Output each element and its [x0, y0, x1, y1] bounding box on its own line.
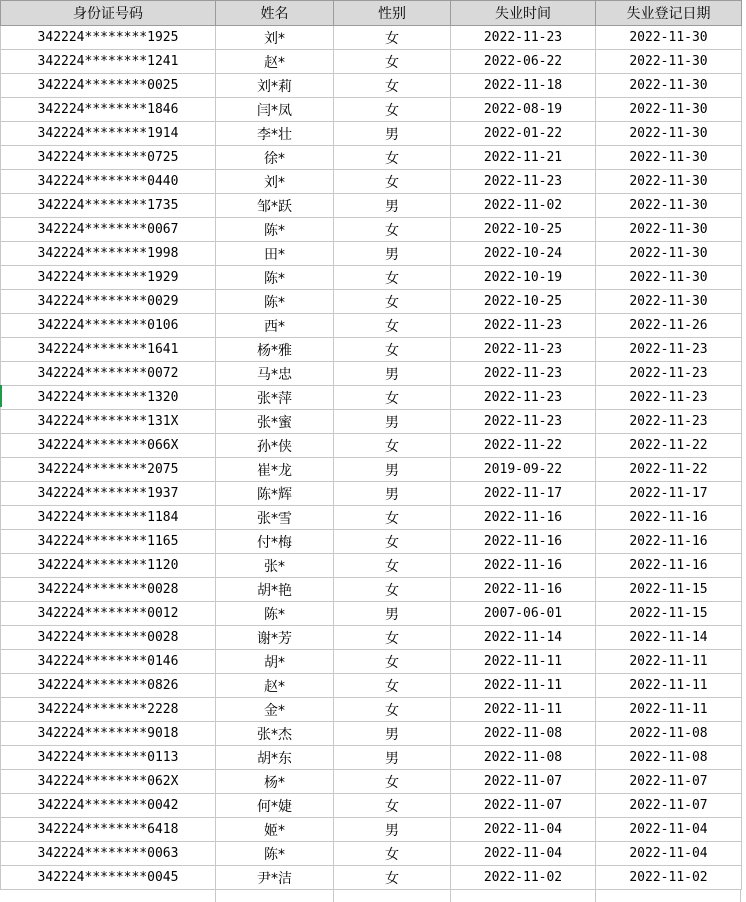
cell-gender[interactable]: 男	[334, 818, 451, 842]
cell-name[interactable]: 赵*	[216, 674, 334, 698]
cell-unemployment-date[interactable]: 2022-11-21	[451, 146, 596, 170]
cell-gender[interactable]: 女	[334, 98, 451, 122]
cell-name[interactable]: 杨*雅	[216, 338, 334, 362]
table-row	[1, 626, 742, 650]
cell-gender[interactable]: 女	[334, 266, 451, 290]
cell-gender[interactable]: 女	[334, 74, 451, 98]
table-row	[1, 674, 742, 698]
cell-gender[interactable]: 男	[334, 482, 451, 506]
table-row	[1, 530, 742, 554]
cell-gender[interactable]: 女	[334, 770, 451, 794]
cell-registration-date[interactable]: 2022-11-11	[596, 650, 742, 674]
cell-id-number[interactable]: 342224********1184	[1, 506, 216, 530]
cell-unemployment-date[interactable]: 2022-11-22	[451, 434, 596, 458]
cell-name[interactable]: 胡*艳	[216, 578, 334, 602]
table-body	[1, 26, 742, 890]
cell-id-number[interactable]: 342224********0025	[1, 74, 216, 98]
header-row	[1, 1, 742, 26]
cell-id-number[interactable]: 342224********1735	[1, 194, 216, 218]
cell-gender[interactable]: 男	[334, 746, 451, 770]
cell-id-number[interactable]: 342224********0113	[1, 746, 216, 770]
cell-unemployment-date[interactable]: 2022-11-02	[451, 866, 596, 890]
cell-unemployment-date[interactable]: 2022-11-23	[451, 170, 596, 194]
cell-id-number[interactable]: 342224********1929	[1, 266, 216, 290]
cell-name[interactable]: 张*	[216, 554, 334, 578]
cell-name[interactable]: 金*	[216, 698, 334, 722]
gridline	[215, 890, 216, 902]
cell-registration-date[interactable]: 2022-11-23	[596, 410, 742, 434]
table-row	[1, 578, 742, 602]
cell-registration-date[interactable]: 2022-11-15	[596, 602, 742, 626]
cell-id-number[interactable]: 342224********0042	[1, 794, 216, 818]
cell-gender[interactable]: 男	[334, 194, 451, 218]
cell-id-number[interactable]: 342224********0063	[1, 842, 216, 866]
cell-unemployment-date[interactable]: 2022-11-16	[451, 506, 596, 530]
cell-name[interactable]: 闫*凤	[216, 98, 334, 122]
cell-unemployment-date[interactable]: 2022-11-23	[451, 362, 596, 386]
cell-id-number[interactable]: 342224********0028	[1, 578, 216, 602]
table-row	[1, 554, 742, 578]
gridline	[740, 890, 741, 902]
cell-registration-date[interactable]: 2022-11-16	[596, 554, 742, 578]
cell-unemployment-date[interactable]: 2022-10-25	[451, 290, 596, 314]
cell-name[interactable]: 胡*东	[216, 746, 334, 770]
cell-registration-date[interactable]: 2022-11-30	[596, 218, 742, 242]
cell-unemployment-date[interactable]: 2022-11-17	[451, 482, 596, 506]
cell-registration-date[interactable]: 2022-11-22	[596, 434, 742, 458]
cell-unemployment-date[interactable]: 2022-11-23	[451, 26, 596, 50]
cell-name[interactable]: 何*婕	[216, 794, 334, 818]
cell-name[interactable]: 马*忠	[216, 362, 334, 386]
cell-registration-date[interactable]: 2022-11-30	[596, 194, 742, 218]
cell-registration-date[interactable]: 2022-11-30	[596, 290, 742, 314]
table-row	[1, 434, 742, 458]
cell-registration-date[interactable]: 2022-11-30	[596, 50, 742, 74]
cell-gender[interactable]: 女	[334, 338, 451, 362]
table-row	[1, 146, 742, 170]
cell-unemployment-date[interactable]: 2022-11-16	[451, 578, 596, 602]
cell-id-number[interactable]: 342224********0106	[1, 314, 216, 338]
cell-name[interactable]: 张*蜜	[216, 410, 334, 434]
table-row	[1, 866, 742, 890]
cell-name[interactable]: 尹*洁	[216, 866, 334, 890]
table-row	[1, 410, 742, 434]
active-cell-marker	[0, 385, 2, 407]
cell-name[interactable]: 张*雪	[216, 506, 334, 530]
cell-gender[interactable]: 女	[334, 794, 451, 818]
cell-name[interactable]: 刘*	[216, 26, 334, 50]
cell-id-number[interactable]: 342224********062X	[1, 770, 216, 794]
cell-id-number[interactable]: 342224********1914	[1, 122, 216, 146]
cell-id-number[interactable]: 342224********0067	[1, 218, 216, 242]
table-row	[1, 26, 742, 50]
cell-id-number[interactable]: 342224********0440	[1, 170, 216, 194]
table-row	[1, 218, 742, 242]
cell-id-number[interactable]: 342224********0012	[1, 602, 216, 626]
cell-name[interactable]: 陈*	[216, 266, 334, 290]
cell-name[interactable]: 陈*辉	[216, 482, 334, 506]
cell-registration-date[interactable]: 2022-11-16	[596, 530, 742, 554]
cell-name[interactable]: 付*梅	[216, 530, 334, 554]
cell-gender[interactable]: 男	[334, 602, 451, 626]
cell-unemployment-date[interactable]: 2022-11-04	[451, 818, 596, 842]
cell-name[interactable]: 陈*	[216, 842, 334, 866]
cell-name[interactable]: 崔*龙	[216, 458, 334, 482]
cell-registration-date[interactable]: 2022-11-30	[596, 146, 742, 170]
table-row	[1, 290, 742, 314]
cell-unemployment-date[interactable]: 2022-11-23	[451, 410, 596, 434]
cell-unemployment-date[interactable]: 2022-11-11	[451, 650, 596, 674]
table-row	[1, 170, 742, 194]
cell-registration-date[interactable]: 2022-11-30	[596, 98, 742, 122]
cell-unemployment-date[interactable]: 2022-11-04	[451, 842, 596, 866]
header-id-number[interactable]: 身份证号码	[1, 1, 216, 26]
cell-id-number[interactable]: 342224********1846	[1, 98, 216, 122]
cell-registration-date[interactable]: 2022-11-11	[596, 698, 742, 722]
cell-unemployment-date[interactable]: 2022-10-25	[451, 218, 596, 242]
cell-unemployment-date[interactable]: 2022-11-07	[451, 770, 596, 794]
table-row	[1, 338, 742, 362]
cell-gender[interactable]: 女	[334, 170, 451, 194]
cell-unemployment-date[interactable]: 2022-10-19	[451, 266, 596, 290]
table-row	[1, 842, 742, 866]
cell-name[interactable]: 姬*	[216, 818, 334, 842]
cell-id-number[interactable]: 342224********1998	[1, 242, 216, 266]
table-row	[1, 482, 742, 506]
gridline	[595, 890, 596, 902]
cell-unemployment-date[interactable]: 2022-01-22	[451, 122, 596, 146]
cell-id-number[interactable]: 342224********1320	[1, 386, 216, 410]
cell-gender[interactable]: 女	[334, 50, 451, 74]
cell-unemployment-date[interactable]: 2022-11-23	[451, 386, 596, 410]
cell-id-number[interactable]: 342224********066X	[1, 434, 216, 458]
cell-id-number[interactable]: 342224********0028	[1, 626, 216, 650]
table-row	[1, 194, 742, 218]
table-row	[1, 602, 742, 626]
cell-registration-date[interactable]: 2022-11-15	[596, 578, 742, 602]
cell-id-number[interactable]: 342224********2228	[1, 698, 216, 722]
cell-id-number[interactable]: 342224********9018	[1, 722, 216, 746]
cell-registration-date[interactable]: 2022-11-17	[596, 482, 742, 506]
table-row	[1, 98, 742, 122]
cell-registration-date[interactable]: 2022-11-30	[596, 26, 742, 50]
cell-registration-date[interactable]: 2022-11-08	[596, 746, 742, 770]
table-row	[1, 242, 742, 266]
cell-name[interactable]: 胡*	[216, 650, 334, 674]
cell-gender[interactable]: 女	[334, 578, 451, 602]
cell-id-number[interactable]: 342224********0725	[1, 146, 216, 170]
table-row	[1, 770, 742, 794]
cell-id-number[interactable]: 342224********1641	[1, 338, 216, 362]
cell-unemployment-date[interactable]: 2022-11-07	[451, 794, 596, 818]
cell-name[interactable]: 谢*芳	[216, 626, 334, 650]
cell-id-number[interactable]: 342224********1165	[1, 530, 216, 554]
cell-gender[interactable]: 女	[334, 386, 451, 410]
cell-name[interactable]: 杨*	[216, 770, 334, 794]
cell-name[interactable]: 陈*	[216, 602, 334, 626]
cell-registration-date[interactable]: 2022-11-22	[596, 458, 742, 482]
cell-unemployment-date[interactable]: 2019-09-22	[451, 458, 596, 482]
table-row	[1, 722, 742, 746]
table-row	[1, 314, 742, 338]
cell-registration-date[interactable]: 2022-11-23	[596, 338, 742, 362]
header-registration-date[interactable]: 失业登记日期	[596, 1, 742, 26]
cell-registration-date[interactable]: 2022-11-23	[596, 386, 742, 410]
empty-row-gridlines	[0, 889, 741, 902]
cell-name[interactable]: 邹*跃	[216, 194, 334, 218]
table-row	[1, 650, 742, 674]
cell-registration-date[interactable]: 2022-11-02	[596, 866, 742, 890]
cell-name[interactable]: 西*	[216, 314, 334, 338]
cell-gender[interactable]: 女	[334, 554, 451, 578]
cell-id-number[interactable]: 342224********0826	[1, 674, 216, 698]
cell-registration-date[interactable]: 2022-11-30	[596, 170, 742, 194]
cell-registration-date[interactable]: 2022-11-11	[596, 674, 742, 698]
cell-gender[interactable]: 男	[334, 410, 451, 434]
table-row	[1, 50, 742, 74]
cell-name[interactable]: 陈*	[216, 290, 334, 314]
table-row	[1, 386, 742, 410]
cell-registration-date[interactable]: 2022-11-30	[596, 74, 742, 98]
table-row	[1, 794, 742, 818]
gridline	[450, 890, 451, 902]
cell-id-number[interactable]: 342224********2075	[1, 458, 216, 482]
cell-registration-date[interactable]: 2022-11-14	[596, 626, 742, 650]
cell-unemployment-date[interactable]: 2022-11-08	[451, 722, 596, 746]
cell-registration-date[interactable]: 2022-11-30	[596, 122, 742, 146]
cell-registration-date[interactable]: 2022-11-26	[596, 314, 742, 338]
cell-gender[interactable]: 女	[334, 146, 451, 170]
cell-unemployment-date[interactable]: 2022-11-11	[451, 698, 596, 722]
header-unemployment-date[interactable]: 失业时间	[451, 1, 596, 26]
cell-id-number[interactable]: 342224********1937	[1, 482, 216, 506]
cell-name[interactable]: 孙*侠	[216, 434, 334, 458]
cell-unemployment-date[interactable]: 2022-10-24	[451, 242, 596, 266]
cell-unemployment-date[interactable]: 2022-11-16	[451, 530, 596, 554]
table-row	[1, 122, 742, 146]
cell-gender[interactable]: 女	[334, 674, 451, 698]
header-name[interactable]: 姓名	[216, 1, 334, 26]
cell-gender[interactable]: 男	[334, 242, 451, 266]
cell-gender[interactable]: 女	[334, 842, 451, 866]
cell-name[interactable]: 张*杰	[216, 722, 334, 746]
cell-gender[interactable]: 男	[334, 722, 451, 746]
cell-gender[interactable]: 女	[334, 866, 451, 890]
table-row	[1, 746, 742, 770]
cell-id-number[interactable]: 342224********1241	[1, 50, 216, 74]
cell-gender[interactable]: 男	[334, 458, 451, 482]
cell-registration-date[interactable]: 2022-11-30	[596, 242, 742, 266]
table-row	[1, 698, 742, 722]
cell-gender[interactable]: 女	[334, 26, 451, 50]
cell-name[interactable]: 赵*	[216, 50, 334, 74]
table-row	[1, 266, 742, 290]
cell-name[interactable]: 刘*莉	[216, 74, 334, 98]
cell-gender[interactable]: 女	[334, 290, 451, 314]
cell-unemployment-date[interactable]: 2022-08-19	[451, 98, 596, 122]
cell-unemployment-date[interactable]: 2022-11-02	[451, 194, 596, 218]
cell-gender[interactable]: 女	[334, 506, 451, 530]
cell-gender[interactable]: 男	[334, 362, 451, 386]
cell-id-number[interactable]: 342224********1925	[1, 26, 216, 50]
table-row	[1, 362, 742, 386]
cell-id-number[interactable]: 342224********131X	[1, 410, 216, 434]
table-row	[1, 818, 742, 842]
table-row	[1, 458, 742, 482]
cell-registration-date[interactable]: 2022-11-08	[596, 722, 742, 746]
cell-unemployment-date[interactable]: 2022-11-23	[451, 314, 596, 338]
cell-unemployment-date[interactable]: 2022-11-16	[451, 554, 596, 578]
cell-unemployment-date[interactable]: 2022-06-22	[451, 50, 596, 74]
cell-name[interactable]: 徐*	[216, 146, 334, 170]
cell-id-number[interactable]: 342224********0045	[1, 866, 216, 890]
cell-unemployment-date[interactable]: 2022-11-14	[451, 626, 596, 650]
cell-registration-date[interactable]: 2022-11-07	[596, 770, 742, 794]
cell-name[interactable]: 刘*	[216, 170, 334, 194]
cell-unemployment-date[interactable]: 2022-11-18	[451, 74, 596, 98]
cell-unemployment-date[interactable]: 2007-06-01	[451, 602, 596, 626]
cell-gender[interactable]: 女	[334, 434, 451, 458]
cell-gender[interactable]: 男	[334, 122, 451, 146]
cell-unemployment-date[interactable]: 2022-11-08	[451, 746, 596, 770]
cell-unemployment-date[interactable]: 2022-11-23	[451, 338, 596, 362]
cell-registration-date[interactable]: 2022-11-07	[596, 794, 742, 818]
cell-registration-date[interactable]: 2022-11-04	[596, 818, 742, 842]
cell-gender[interactable]: 女	[334, 314, 451, 338]
cell-id-number[interactable]: 342224********0146	[1, 650, 216, 674]
cell-id-number[interactable]: 342224********6418	[1, 818, 216, 842]
cell-gender[interactable]: 女	[334, 530, 451, 554]
cell-registration-date[interactable]: 2022-11-16	[596, 506, 742, 530]
cell-unemployment-date[interactable]: 2022-11-11	[451, 674, 596, 698]
cell-id-number[interactable]: 342224********0029	[1, 290, 216, 314]
cell-gender[interactable]: 女	[334, 626, 451, 650]
cell-gender[interactable]: 女	[334, 698, 451, 722]
cell-gender[interactable]: 女	[334, 650, 451, 674]
cell-registration-date[interactable]: 2022-11-23	[596, 362, 742, 386]
cell-registration-date[interactable]: 2022-11-04	[596, 842, 742, 866]
cell-name[interactable]: 李*壮	[216, 122, 334, 146]
table-row	[1, 74, 742, 98]
cell-gender[interactable]: 女	[334, 218, 451, 242]
cell-name[interactable]: 张*萍	[216, 386, 334, 410]
cell-name[interactable]: 陈*	[216, 218, 334, 242]
cell-id-number[interactable]: 342224********1120	[1, 554, 216, 578]
gridline	[333, 890, 334, 902]
cell-id-number[interactable]: 342224********0072	[1, 362, 216, 386]
cell-name[interactable]: 田*	[216, 242, 334, 266]
cell-registration-date[interactable]: 2022-11-30	[596, 266, 742, 290]
header-gender[interactable]: 性别	[334, 1, 451, 26]
table-row	[1, 506, 742, 530]
